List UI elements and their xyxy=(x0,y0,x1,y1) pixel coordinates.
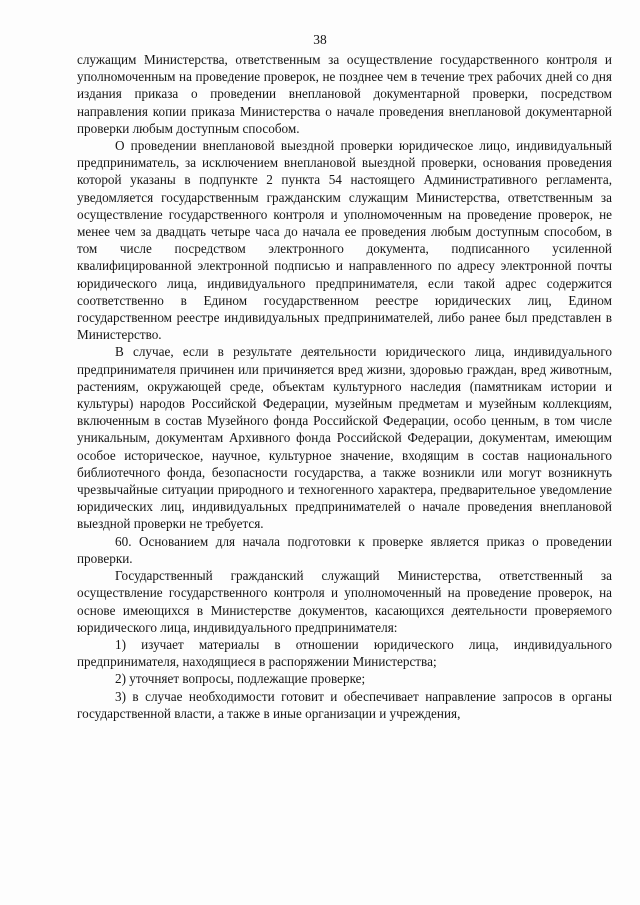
paragraph-inspector-duties: Государственный гражданский служащий Министерства, ответственный за осуществление государственного контроля и уполномоченный на проведение проверок, на основе имеющихся в Министерстве документов, касающихся деятельности проверяемого юридического лица, индивидуального предпринимателя: xyxy=(77,568,612,635)
document-body xyxy=(77,51,612,722)
list-item-1: 1) изучает материалы в отношении юридического лица, индивидуального предпринимателя, находящиеся в распоряжении Министерства; xyxy=(77,636,612,670)
paragraph-harm-exception: В случае, если в результате деятельности юридического лица, индивидуального предпринимателя причинен или причиняется вред жизни, здоровью граждан, вред животным, растениям, окружающей среде, объектам культурного наследия (памятникам истории и культуры) народов Российской Федерации, музейным предметам и музейным коллекциям, включенным в состав Музейного фонда Российской Федерации, особо ценным, в том числе уникальным, документам Архивного фонда Российской Федерации, документам, имеющим особое историческое, научное, культурное значение, входящим в состав национального библиотечного фонда, безопасности государства, а также возникли или могут возникнуть чрезвычайные ситуации природного и техногенного характера, предварительное уведомление юридических лиц, индивидуальных предпринимателей о начале проведения внеплановой выездной проверки не требуется. xyxy=(77,344,612,532)
list-item-3: 3) в случае необходимости готовит и обеспечивает направление запросов в органы государственной власти, а также в иные организации и учреждения, xyxy=(77,688,612,721)
paragraph-continuation: служащим Министерства, ответственным за осуществление государственного контроля и уполномоченным на проведение проверок, не позднее чем в течение трех рабочих дней со дня издания приказа о проведении внеплановой документарной проверки, посредством направления копии приказа Министерства о начале проведения внеплановой документарной проверки любым доступным способом. xyxy=(77,52,612,136)
list-item-2: 2) уточняет вопросы, подлежащие проверке; xyxy=(115,671,366,687)
paragraph-item-60: 60. Основанием для начала подготовки к проверке является приказ о проведении проверки. xyxy=(77,533,612,566)
paragraph-field-inspection-notice: О проведении внеплановой выездной проверки юридическое лицо, индивидуальный предприниматель, за исключением внеплановой выездной проверки, основания проведения которой указаны в подпункте 2 пункта 54 настоящего Административного регламента, уведомляется государственным гражданским служащим Министерства, ответственным за осуществление государственного контроля и уполномоченным на проведение проверок, не менее чем за двадцать четыре часа до начала ее проведения любым доступным способом, в том числе посредством электронного документа, подписанного усиленной квалифицированной электронной подписью и направленного по адресу электронной почты юридического лица, индивидуального предпринимателя, если такой адрес содержится соответственно в Едином государственном реестре юридических лиц, Едином государственном реестре индивидуальных предпринимателей, либо ранее был представлен в Министерство. xyxy=(77,138,612,343)
page-number: 38 xyxy=(313,32,327,47)
